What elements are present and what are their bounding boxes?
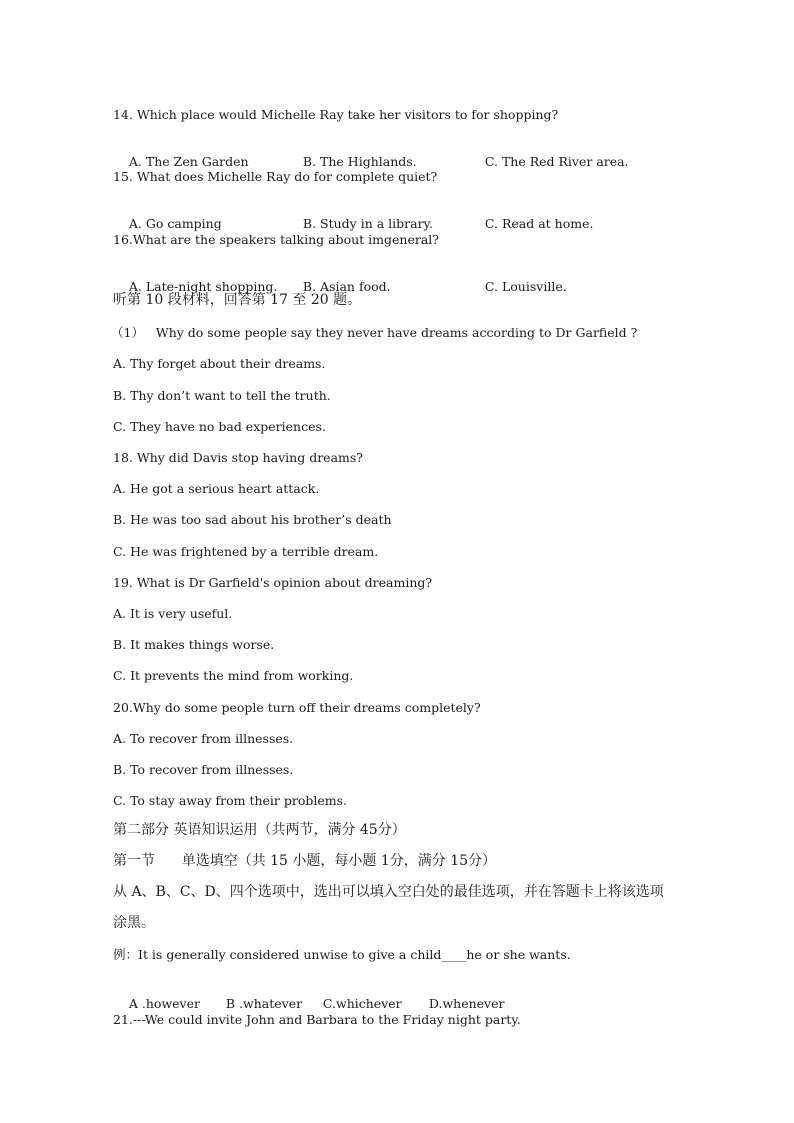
q14-option-c: C. The Red River area. bbox=[484, 154, 629, 169]
q19-option-a: A. It is very useful. bbox=[113, 606, 233, 621]
q17-option-a: A. Thy forget about their dreams. bbox=[113, 356, 326, 371]
q18-option-c: C. He was frightened by a terrible dream. bbox=[113, 544, 379, 559]
q21-question: 21.---We could invite John and Barbara to the Friday night party. bbox=[113, 1012, 521, 1027]
q20-question: 20.Why do some people turn off their dreams completely? bbox=[113, 700, 481, 715]
section10-heading: 听第 10 段材料，回答第 17 至 20 题。 bbox=[113, 292, 362, 308]
example-option-b: B .whatever bbox=[225, 996, 303, 1011]
q16-question: 16.What are the speakers talking about imgeneral? bbox=[113, 232, 439, 247]
q19-question: 19. What is Dr Garfield's opinion about dreaming? bbox=[113, 575, 433, 590]
q18-option-a: A. He got a serious heart attack. bbox=[113, 481, 320, 496]
q15-question: 15. What does Michelle Ray do for complete quiet? bbox=[113, 169, 438, 184]
example-option-a: A .however bbox=[128, 996, 200, 1011]
q16-option-a: A. Late-night shopping. bbox=[128, 279, 278, 294]
instruction-line-1: 从 A、B、C、D、四个选项中，选出可以填入空白处的最佳选项，并在答题卡上将该选项 bbox=[113, 884, 664, 900]
q17-question: （1） Why do some people say they never have dreams according to Dr Garfield ? bbox=[111, 325, 638, 340]
q15-option-c: C. Read at home. bbox=[484, 216, 594, 231]
q18-question: 18. Why did Davis stop having dreams? bbox=[113, 450, 364, 465]
q14-question: 14. Which place would Michelle Ray take her visitors to for shopping? bbox=[113, 107, 559, 122]
q19-option-c: C. It prevents the mind from working. bbox=[113, 668, 354, 683]
section1-heading: 第一节 单选填空（共 15 小题，每小题 1分，满分 15分） bbox=[113, 853, 497, 869]
q19-option-b: B. It makes things worse. bbox=[113, 637, 275, 652]
example-sentence: 例：It is generally considered unwise to give a child____he or she wants. bbox=[113, 947, 571, 962]
q20-option-a: A. To recover from illnesses. bbox=[113, 731, 294, 746]
example-option-d: D.whenever bbox=[428, 996, 505, 1011]
q16-option-b: B. Asian food. bbox=[302, 279, 391, 294]
q14-option-a: A. The Zen Garden bbox=[128, 154, 249, 169]
q20-option-b: B. To recover from illnesses. bbox=[113, 762, 294, 777]
q15-option-b: B. Study in a library. bbox=[302, 216, 433, 231]
q14-option-b: B. The Highlands. bbox=[302, 154, 417, 169]
instruction-line-2: 涂黑。 bbox=[113, 915, 155, 931]
example-option-c: C.whichever bbox=[322, 996, 402, 1011]
q17-option-b: B. Thy don’t want to tell the truth. bbox=[113, 388, 331, 403]
part2-heading: 第二部分 英语知识运用（共两节，满分 45分） bbox=[113, 822, 406, 838]
q18-option-b: B. He was too sad about his brother’s death bbox=[113, 512, 392, 527]
q16-option-c: C. Louisville. bbox=[484, 279, 567, 294]
q15-option-a: A. Go camping bbox=[128, 216, 222, 231]
q20-option-c: C. To stay away from their problems. bbox=[113, 793, 348, 808]
q17-option-c: C. They have no bad experiences. bbox=[113, 419, 326, 434]
